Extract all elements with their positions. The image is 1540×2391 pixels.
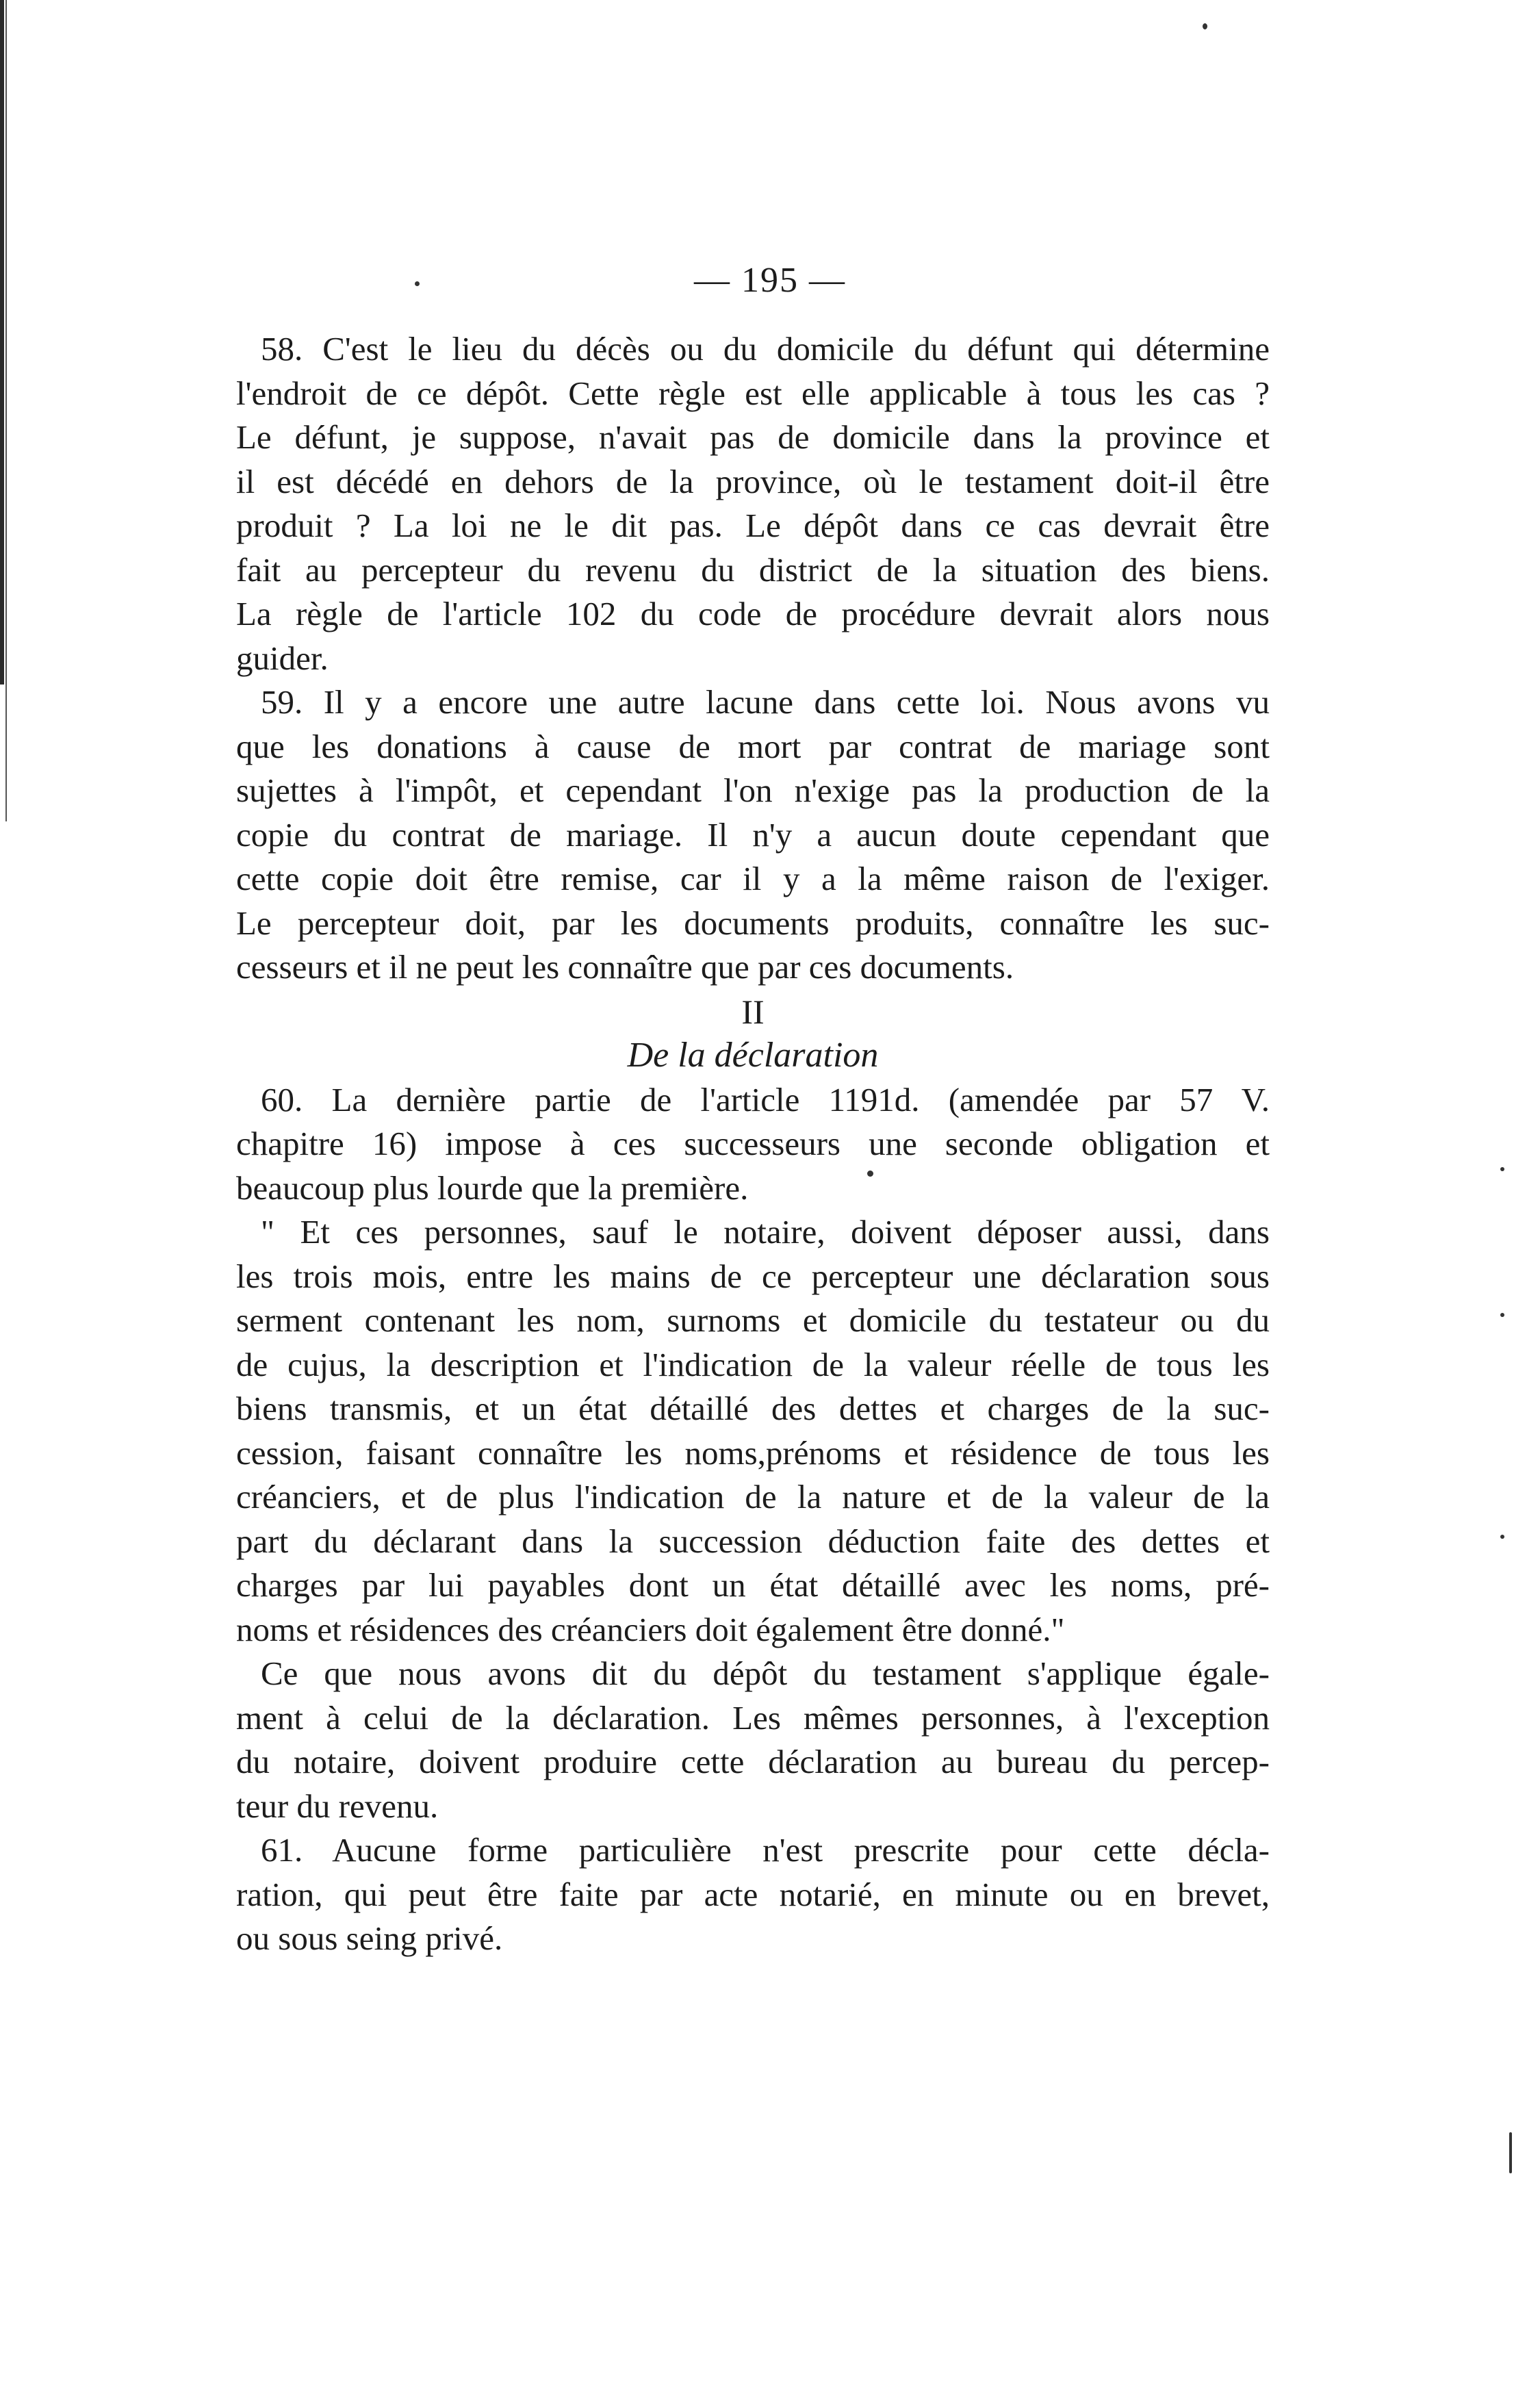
- scan-speck: [1203, 23, 1207, 29]
- text-line: cesseurs et il ne peut les connaître que par ces documents.: [236, 948, 1014, 986]
- text-line: produit ? La loi ne le dit pas. Le dépôt dans ce cas devrait être: [236, 507, 1270, 544]
- text-line: beaucoup plus lourde que la première.: [236, 1168, 749, 1207]
- text-line: chapitre 16) impose à ces successeurs une seconde obligation et: [236, 1125, 1270, 1162]
- text-line: 60. La dernière partie de l'article 1191d. (amendée par 57 V.: [261, 1080, 1270, 1118]
- text-line: fait au percepteur du revenu du district de la situation des biens.: [236, 550, 1270, 589]
- text-line: Ce que nous avons dit du dépôt du testament s'applique égale-: [261, 1654, 1270, 1692]
- text-line: du notaire, doivent produire cette déclaration au bureau du percep-: [236, 1743, 1270, 1780]
- text-line: biens transmis, et un état détaillé des dettes et charges de la suc-: [236, 1390, 1270, 1427]
- text-line: les trois mois, entre les mains de ce percepteur une déclaration sous: [236, 1257, 1270, 1295]
- text-line: serment contenant les nom, surnoms et domicile du testateur ou du: [236, 1301, 1270, 1339]
- text-line: ration, qui peut être faite par acte notarié, en minute ou en brevet,: [236, 1875, 1270, 1913]
- text-line: 58. C'est le lieu du décès ou du domicile du défunt qui détermine: [261, 330, 1270, 368]
- text-line: part du déclarant dans la succession déduction faite des dettes et: [236, 1522, 1270, 1560]
- text-line: ment à celui de la déclaration. Les mêmes personnes, à l'exception: [236, 1698, 1270, 1737]
- text-line: cession, faisant connaître les noms,prénoms et résidence de tous les: [236, 1433, 1270, 1472]
- text-line: teur du revenu.: [236, 1787, 439, 1825]
- text-line: charges par lui payables dont un état détaillé avec les noms, pré-: [236, 1566, 1270, 1604]
- text-line: sujettes à l'impôt, et cependant l'on n'exige pas la production de la: [236, 771, 1270, 809]
- section-heading: De la déclaration: [627, 1036, 879, 1075]
- text-line: Le percepteur doit, par les documents produits, connaître les suc-: [236, 904, 1270, 942]
- body-text: [236, 327, 1270, 1961]
- scan-page-edge: [0, 0, 4, 685]
- text-line: La règle de l'article 102 du code de procédure devrait alors nous: [236, 595, 1270, 632]
- text-line: ou sous seing privé.: [236, 1919, 503, 1957]
- text-line: créanciers, et de plus l'indication de la nature et de la valeur de la: [236, 1478, 1270, 1516]
- section-number: II: [741, 992, 765, 1031]
- text-line: 59. Il y a encore une autre lacune dans cette loi. Nous avons vu: [261, 683, 1270, 721]
- scan-speck: [1500, 1313, 1504, 1317]
- scan-speck: [1500, 1535, 1504, 1539]
- text-line: guider.: [236, 639, 329, 677]
- page-number: — 195 —: [694, 261, 846, 300]
- text-line: il est décédé en dehors de la province, où le testament doit-il être: [236, 462, 1270, 500]
- text-line: noms et résidences des créanciers doit également être donné.": [236, 1610, 1065, 1648]
- text-line: 61. Aucune forme particulière n'est prescrite pour cette décla-: [261, 1831, 1270, 1869]
- text-line: Le défunt, je suppose, n'avait pas de domicile dans la province et: [236, 418, 1270, 456]
- text-line: cette copie doit être remise, car il y a la même raison de l'exiger.: [236, 860, 1270, 897]
- scan-speck: [1509, 2132, 1512, 2173]
- text-line: copie du contrat de mariage. Il n'y a aucun doute cependant que: [236, 815, 1270, 854]
- text-line: de cujus, la description et l'indication de la valeur réelle de tous les: [236, 1345, 1270, 1383]
- text-line: l'endroit de ce dépôt. Cette règle est elle applicable à tous les cas ?: [236, 374, 1270, 412]
- scan-speck: [1500, 1167, 1504, 1171]
- text-line: que les donations à cause de mort par contrat de mariage sont: [236, 727, 1270, 765]
- text-line: " Et ces personnes, sauf le notaire, doivent déposer aussi, dans: [261, 1213, 1270, 1251]
- scan-page-edge-line: [5, 0, 7, 821]
